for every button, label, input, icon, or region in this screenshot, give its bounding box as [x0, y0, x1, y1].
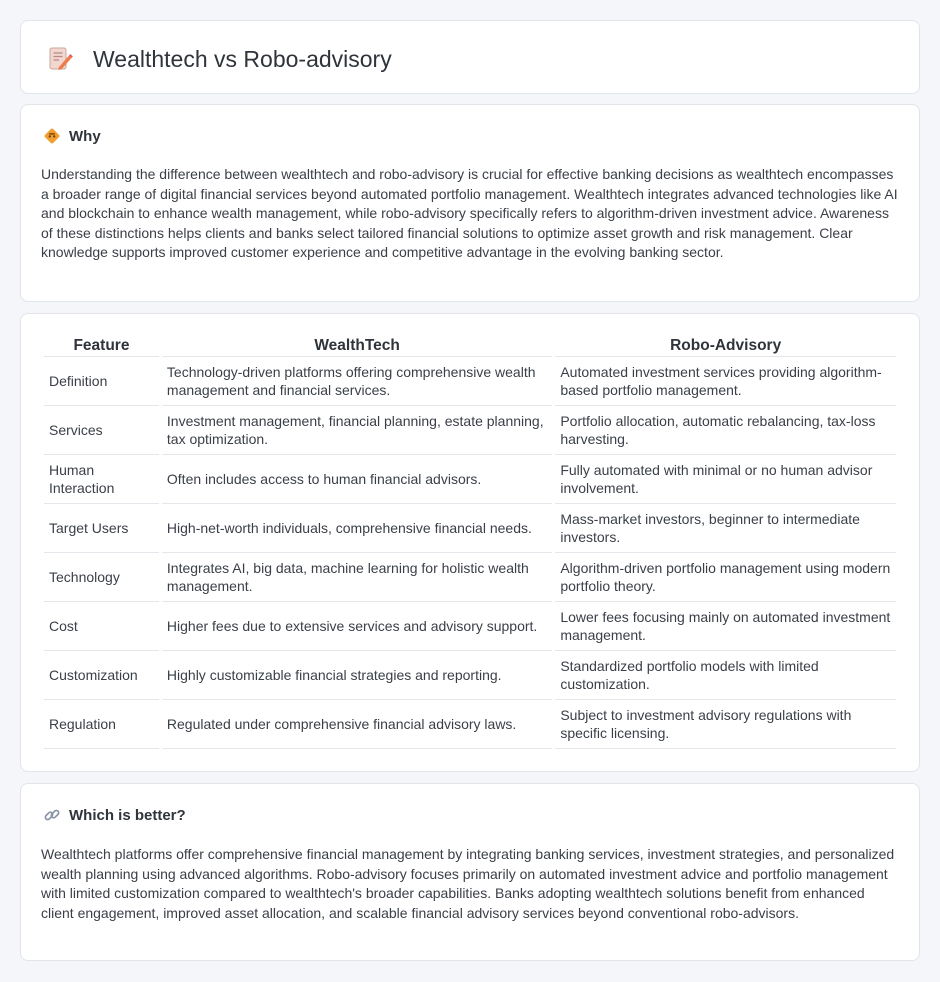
wealthtech-cell: Regulated under comprehensive financial advisory laws. [162, 700, 552, 749]
robo-advisory-cell: Fully automated with minimal or no human advisor involvement. [555, 455, 896, 504]
table-row [44, 700, 896, 749]
document-pencil-icon [47, 46, 73, 72]
feature-cell: Human Interaction [44, 455, 159, 504]
robo-advisory-cell: Mass-market investors, beginner to intermediate investors. [555, 504, 896, 553]
table-row [44, 504, 896, 553]
robo-advisory-cell: Subject to investment advisory regulations with specific licensing. [555, 700, 896, 749]
page-title-row [47, 45, 392, 73]
wealthtech-cell: Investment management, financial planning, estate planning, tax optimization. [162, 406, 552, 455]
header-card [20, 20, 920, 94]
page-title: Wealthtech vs Robo-advisory [93, 46, 392, 72]
table-row [44, 602, 896, 651]
feature-cell: Cost [44, 602, 159, 651]
robo-advisory-cell: Portfolio allocation, automatic rebalancing, tax-loss harvesting. [555, 406, 896, 455]
table-row [44, 455, 896, 504]
feature-cell: Regulation [44, 700, 159, 749]
diamond-warning-icon [43, 127, 61, 145]
feature-cell: Definition [44, 357, 159, 406]
wealthtech-cell: Often includes access to human financial advisors. [162, 455, 552, 504]
feature-cell: Services [44, 406, 159, 455]
which-is-better-body: Wealthtech platforms offer comprehensive financial management by integrating banking services, investment strategies, and personalized wealth planning using advanced algorithms. Robo-advisory focuses primarily on automated investment advice and portfolio management with limited customization compared to wealthtech's broader capabilities. Banks adopting wealthtech solutions benefit from enhanced client engagement, improved asset allocation, and scalable financial advisory services beyond conventional robo-advisors. [41, 846, 895, 921]
table-row [44, 651, 896, 700]
robo-advisory-cell: Lower fees focusing mainly on automated investment management. [555, 602, 896, 651]
wealthtech-cell: Higher fees due to extensive services and advisory support. [162, 602, 552, 651]
why-body: Understanding the difference between wealthtech and robo-advisory is crucial for effective banking decisions as wealthtech encompasses a broader range of digital financial services beyond automated portfolio management. Wealthtech integrates advanced technologies like AI and blockchain to enhance wealth management, while robo-advisory specifically refers to algorithm-driven investment advice. Awareness of these distinctions helps clients and banks select tailored financial solutions to optimize asset growth and risk management. Clear knowledge supports improved customer experience and competitive advantage in the evolving banking sector. [41, 166, 898, 260]
table-row [44, 357, 896, 406]
column-header-feature: Feature [44, 335, 159, 357]
robo-advisory-cell: Algorithm-driven portfolio management using modern portfolio theory. [555, 553, 896, 602]
which-is-better-title: Which is better? [69, 806, 186, 824]
table-row [44, 553, 896, 602]
column-header-wealthtech: WealthTech [162, 335, 552, 357]
table-header-row [44, 335, 896, 357]
feature-cell: Customization [44, 651, 159, 700]
column-header-robo-advisory: Robo-Advisory [555, 335, 896, 357]
which-is-better-section [20, 783, 920, 961]
wealthtech-cell: Integrates AI, big data, machine learning for holistic wealth management. [162, 553, 552, 602]
comparison-table [41, 335, 899, 749]
table-row [44, 406, 896, 455]
robo-advisory-cell: Automated investment services providing algorithm-based portfolio management. [555, 357, 896, 406]
why-heading [43, 127, 101, 145]
robo-advisory-cell: Standardized portfolio models with limited customization. [555, 651, 896, 700]
why-title: Why [69, 127, 101, 145]
comparison-table-card [20, 313, 920, 772]
why-section [20, 104, 920, 302]
feature-cell: Target Users [44, 504, 159, 553]
wealthtech-cell: High-net-worth individuals, comprehensive financial needs. [162, 504, 552, 553]
wealthtech-cell: Highly customizable financial strategies and reporting. [162, 651, 552, 700]
link-icon [43, 806, 61, 824]
feature-cell: Technology [44, 553, 159, 602]
which-is-better-heading [43, 806, 186, 824]
wealthtech-cell: Technology-driven platforms offering comprehensive wealth management and financial services. [162, 357, 552, 406]
